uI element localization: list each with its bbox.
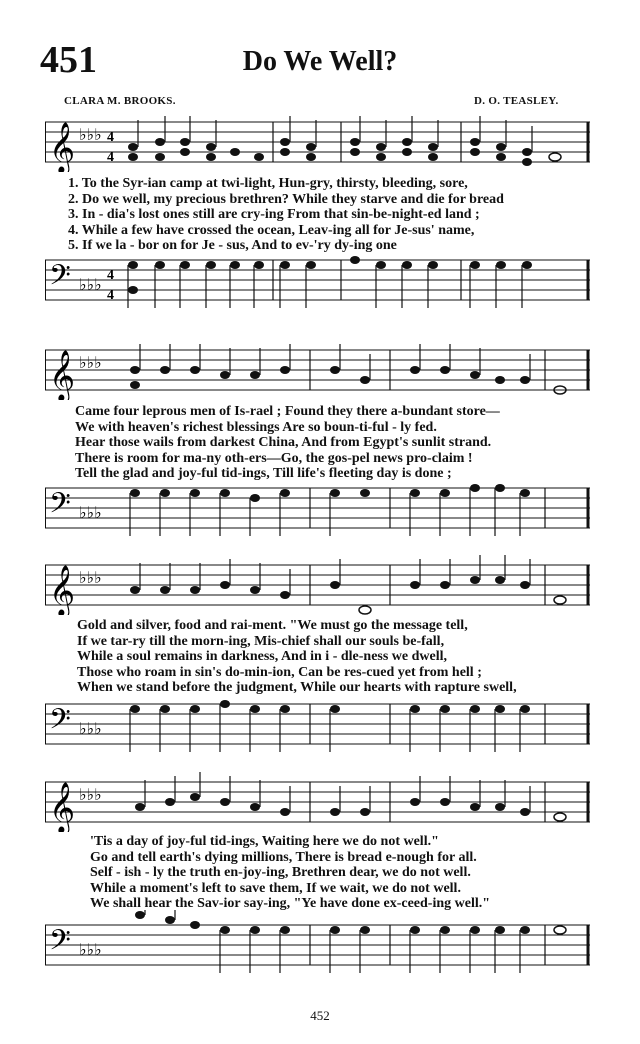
bass-clef-icon: 𝄢 [49,487,71,527]
lyricist-credit: CLARA M. BROOKS. [64,95,176,107]
hymn-title: Do We Well? [242,46,398,77]
treble-clef-icon: 𝄞 [49,350,76,400]
treble-clef-icon: 𝄞 [49,122,76,172]
page-number: 452 [310,1008,330,1023]
svg-text:4: 4 [107,130,114,145]
verse-line: Tell the glad and joy-ful tid-ings, Till life's fleeting day is done ; [75,466,452,481]
verses-block-4 [90,834,630,912]
verse-line: There is room for ma-ny oth-ers—Go, the gos-pel news pro-claim ! [75,450,473,466]
verses-block-1 [68,176,608,254]
svg-text:♭♭♭: ♭♭♭ [79,568,102,587]
verse-line: 'Tis a day of joy-ful tid-ings, Waiting here we do not well." [90,834,439,849]
svg-text:4: 4 [107,150,114,165]
verse-line: When we stand before the judgment, While our hearts with rapture swell, [77,680,517,695]
verse-line: 5. If we la - bor on for Je - sus, And to ev-'ry dy-ing one [68,238,397,253]
verses-block-2 [75,404,615,482]
bass-clef-icon: 𝄢 [49,703,71,743]
verses-block-3 [77,618,617,696]
composer-credit: D. O. TEASLEY. [474,95,559,107]
bass-staff-2 [45,478,590,538]
treble-staff-1 [45,112,590,172]
svg-text:♭♭♭: ♭♭♭ [79,940,102,959]
svg-text:♭♭♭: ♭♭♭ [79,785,102,804]
svg-text:♭♭♭: ♭♭♭ [79,719,102,738]
bass-staff-1 [45,250,590,310]
verse-line: Go and tell earth's dying millions, There is bread e-nough for all. [90,849,477,865]
svg-text:♭♭♭: ♭♭♭ [79,353,102,372]
verse-line: Gold and silver, food and rai-ment. "We must go the message tell, [77,618,468,633]
verse-line: If we tar-ry till the morn-ing, Mis-chief shall our souls be-fall, [77,633,445,649]
verse-line: While a moment's left to save them, If we wait, we do not well. [90,880,461,896]
verse-line: Hear those wails from darkest China, And from Egypt's sunlit strand. [75,435,492,450]
treble-staff-4 [45,772,590,832]
bass-staff-3 [45,694,590,754]
treble-clef-icon: 𝄞 [49,565,76,615]
bass-staff-4 [45,910,590,975]
hymn-number: 451 [40,39,97,81]
treble-clef-icon: 𝄞 [49,782,76,832]
verse-line: 4. While a few have crossed the ocean, Leav-ing all for Je-sus' name, [68,222,475,238]
verse-line: 3. In - dia's lost ones still are cry-ing From that sin-be-night-ed land ; [68,207,480,222]
bass-clef-icon: 𝄢 [49,924,71,964]
svg-text:♭♭♭: ♭♭♭ [79,275,102,294]
svg-text:4: 4 [107,288,114,303]
verse-line: 2. Do we well, my precious brethren? While they starve and die for bread [68,191,504,207]
bass-clef-icon: 𝄢 [49,259,71,299]
verse-line: While a soul remains in darkness, And in i - dle-ness we dwell, [77,649,448,664]
treble-staff-3 [45,555,590,615]
verse-line: Came four leprous men of Is-rael ; Found they there a-bundant store— [75,404,500,419]
verse-line: We with heaven's richest blessings Are so boun-ti-ful - ly fed. [75,419,437,435]
verse-line: Self - ish - ly the truth en-joy-ing, Brethren dear, we do not well. [90,865,471,880]
verse-line: We shall hear the Sav-ior say-ing, "Ye have done ex-ceed-ing well." [90,896,491,911]
svg-text:♭♭♭: ♭♭♭ [79,125,102,144]
treble-staff-2 [45,340,590,400]
svg-text:4: 4 [107,268,114,283]
verse-line: 1. To the Syr-ian camp at twi-light, Hun-gry, thirsty, bleeding, sore, [68,176,468,191]
verse-line: Those who roam in sin's do-min-ion, Can be res-cued yet from hell ; [77,664,482,680]
svg-text:♭♭♭: ♭♭♭ [79,503,102,522]
